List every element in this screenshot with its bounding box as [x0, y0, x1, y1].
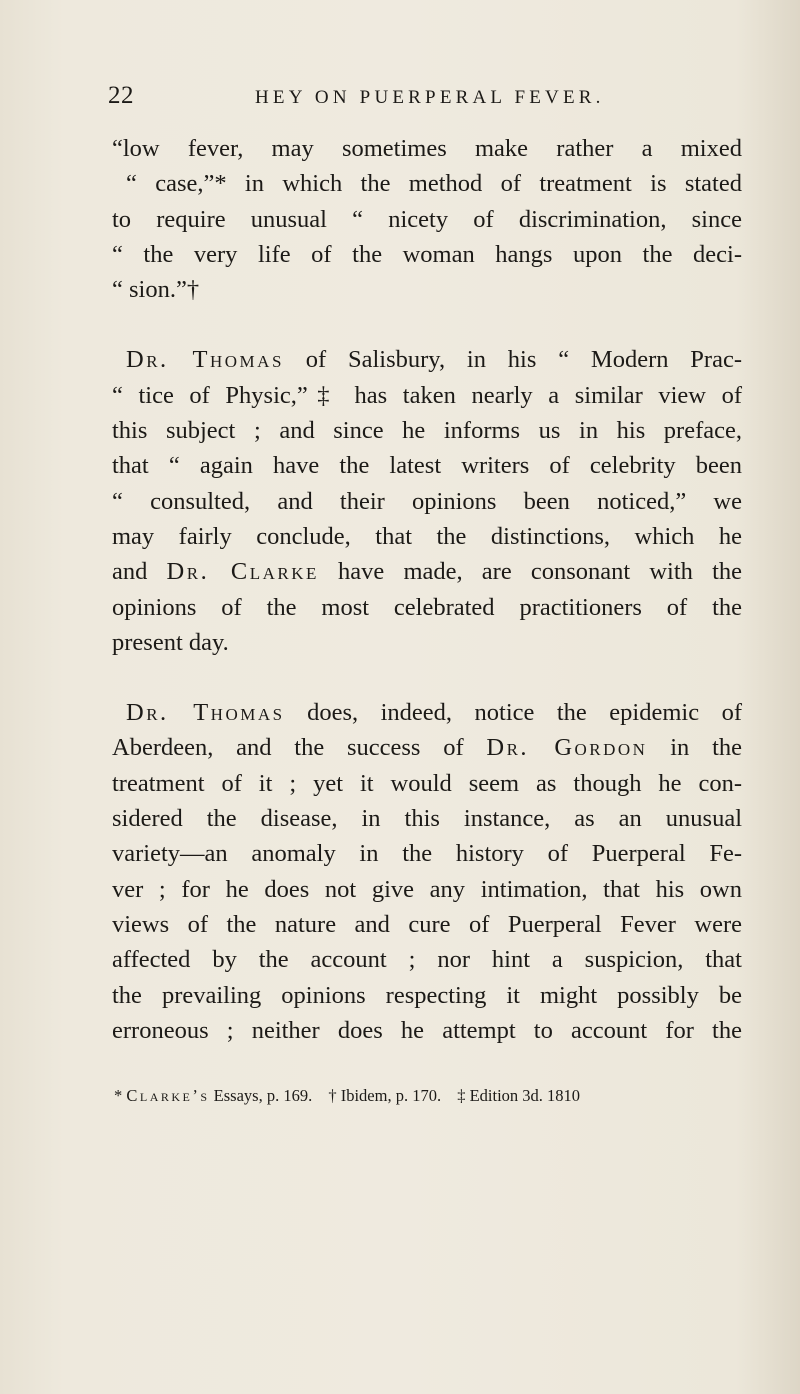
text-line: erroneous ; neither does he attempt to account for the [112, 1016, 742, 1044]
text-line: this subject ; and since he informs us in his preface, [112, 417, 742, 445]
text-line: present day. [112, 628, 229, 656]
footnote-author: Clarke’s [126, 1086, 210, 1105]
text-line: “ the very life of the woman hangs upon the deci- [112, 240, 742, 268]
text-line: treatment of it ; yet it would seem as though he con- [112, 769, 742, 797]
text-line: opinions of the most celebrated practitioners of the [112, 593, 742, 621]
text-span: Aberdeen, and the success of [112, 734, 487, 762]
text-span: does, indeed, notice the epidemic of [284, 699, 742, 727]
paragraph-gap [112, 660, 742, 695]
author-name: Dr. Thomas [126, 699, 285, 727]
body-text [112, 131, 742, 1048]
text-line: may fairly conclude, that the distinctions, which he [112, 522, 742, 550]
paragraph-gap [112, 307, 742, 342]
text-line: that “ again have the latest writers of celebrity been [112, 452, 742, 480]
text-line: “low fever, may sometimes make rather a mixed [112, 135, 742, 162]
author-name: Dr. Clarke [166, 558, 319, 586]
footnote-1 [114, 1086, 312, 1105]
text-span: have made, are consonant with the [318, 558, 742, 586]
text-line [112, 554, 742, 589]
running-head [108, 82, 708, 112]
author-name: Dr. Gordon [486, 734, 648, 762]
text-line [112, 730, 742, 765]
text-line [112, 695, 742, 730]
text-line: to require unusual “ nicety of discrimination, since [112, 205, 742, 233]
text-span: in the [647, 734, 742, 762]
text-line: “ case,”* in which the method of treatment is stated [126, 170, 742, 198]
text-span: of Salisbury, in his “ Modern Prac- [283, 346, 742, 374]
text-line: affected by the account ; nor hint a suspicion, that [112, 946, 742, 974]
text-line: views of the nature and cure of Puerperal Fever were [112, 910, 742, 938]
author-name: Dr. Thomas [126, 346, 284, 374]
page-number: 22 [108, 82, 134, 109]
text-line: ver ; for he does not give any intimation, that his own [112, 875, 742, 903]
text-line: sidered the disease, in this instance, as an unusual [112, 805, 742, 833]
footnote-3: ‡ Edition 3d. 1810 [457, 1086, 581, 1105]
text-line: “ tice of Physic,”‡ has taken nearly a similar view of [112, 381, 742, 409]
text-line: “ consulted, and their opinions been noticed,” we [112, 487, 742, 515]
running-title: HEY ON PUERPERAL FEVER. [255, 87, 605, 108]
footnote-text: Essays, p. 169. [209, 1086, 313, 1105]
text-line: “ sion.”† [112, 276, 200, 304]
text-line [112, 342, 742, 377]
footnote-2: † Ibidem, p. 170. [328, 1086, 442, 1105]
text-line: variety—an anomaly in the history of Puerperal Fe- [112, 840, 742, 868]
text-line: the prevailing opinions respecting it might possibly be [112, 981, 742, 1009]
footnotes [114, 1086, 724, 1106]
text-span: and [112, 558, 167, 586]
footnote-mark: * [114, 1086, 127, 1105]
